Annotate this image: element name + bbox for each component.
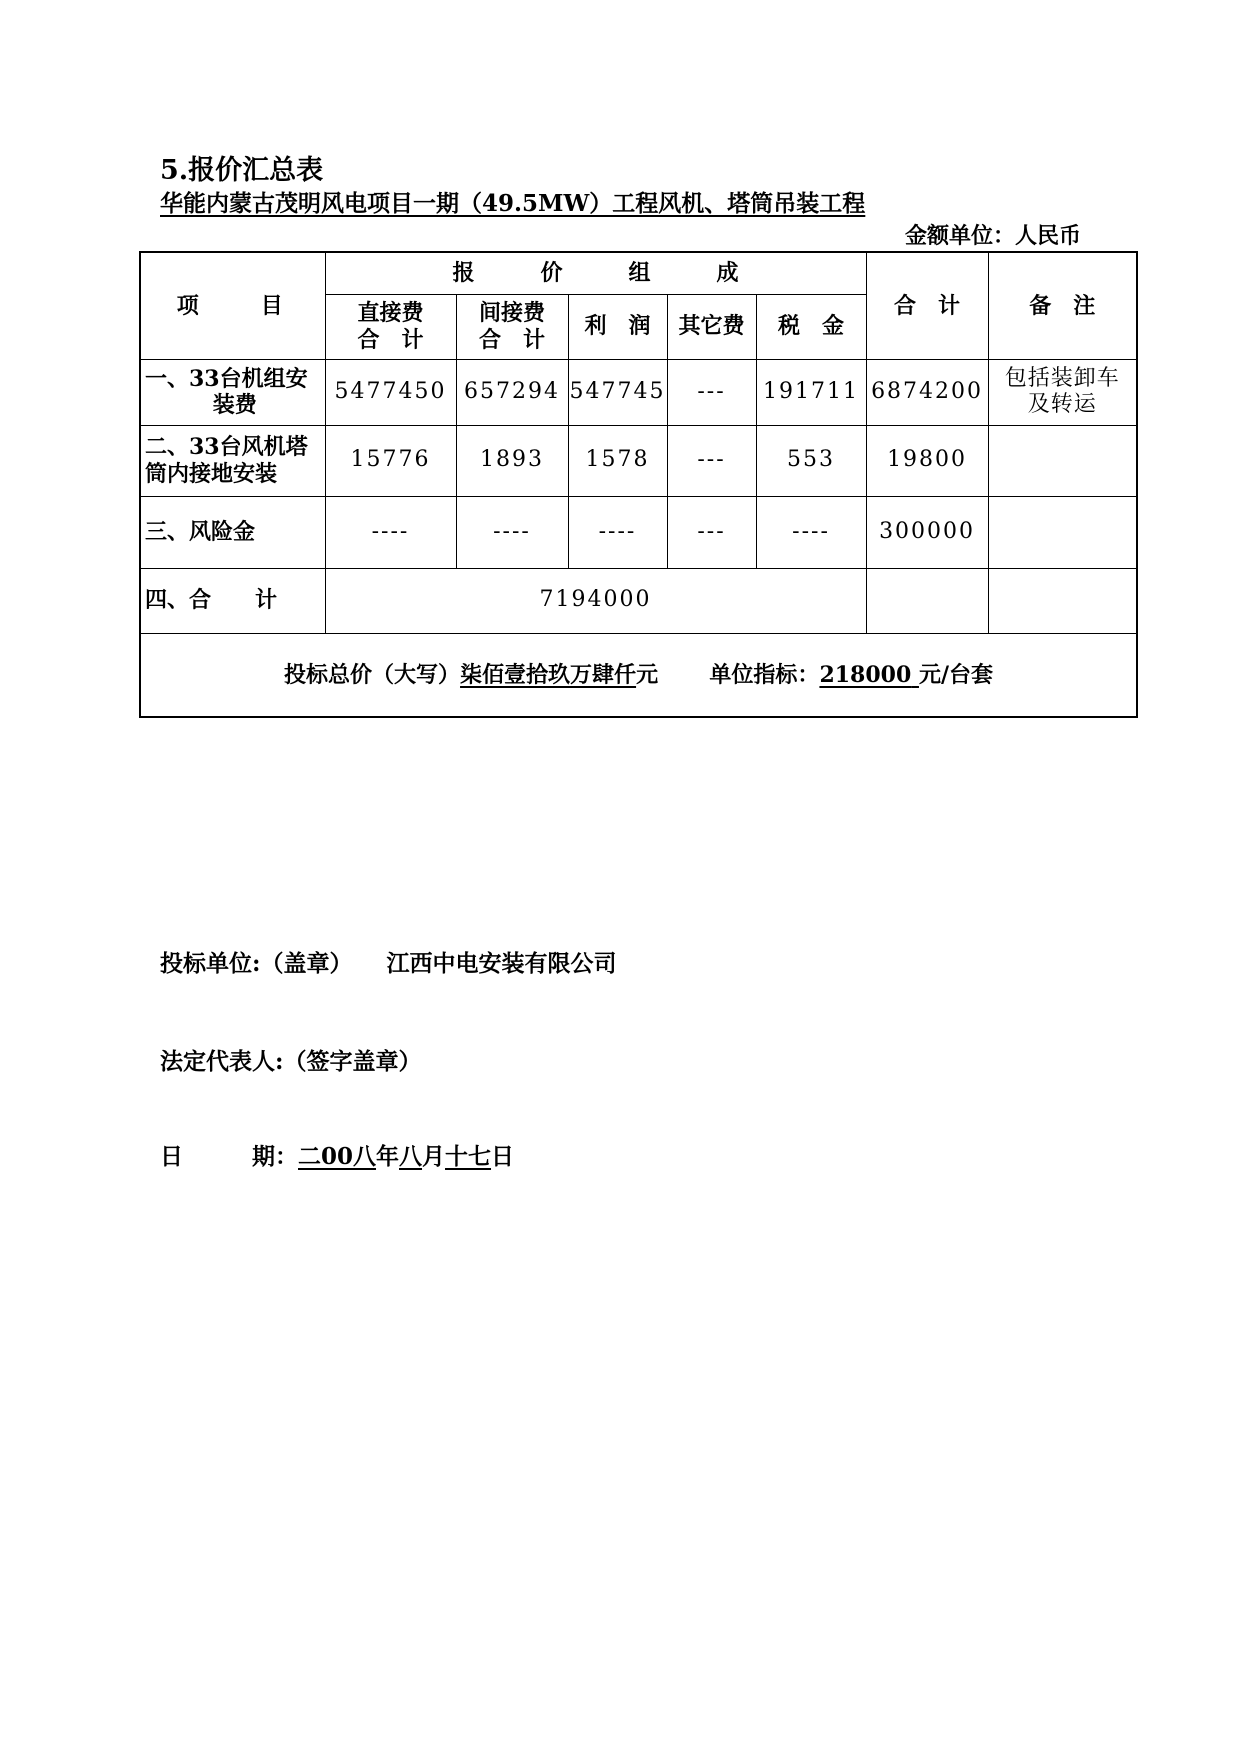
summary-row xyxy=(140,633,1137,717)
cell-other-fees: --- xyxy=(667,496,756,568)
cell-direct-cost: 5477450 xyxy=(325,359,456,425)
cell-tax: ---- xyxy=(756,496,866,568)
header-total: 合 计 xyxy=(866,252,988,359)
remark-line1: 包括装卸车 xyxy=(1004,365,1120,391)
row-item-line1: 二、33台风机塔 xyxy=(145,434,308,461)
header-indirect-cost xyxy=(456,294,568,359)
date-line xyxy=(160,1138,514,1171)
summary-prefix: 投标总价（大写） xyxy=(284,661,461,688)
cell-indirect-cost: 1893 xyxy=(456,425,568,496)
cell-direct-cost: ---- xyxy=(325,496,456,568)
header-profit: 利 润 xyxy=(568,294,667,359)
table-row xyxy=(140,496,1137,568)
summary-unit-label: 单位指标： xyxy=(709,661,820,688)
date-month-char: 月 xyxy=(422,1143,446,1170)
grand-total-remark-cell xyxy=(988,568,1137,633)
header-item: 项 目 xyxy=(140,252,325,359)
remark-line2: 及转运 xyxy=(1027,392,1097,417)
date-year-char: 年 xyxy=(376,1143,400,1170)
table-row xyxy=(140,359,1137,425)
cell-other-fees: --- xyxy=(667,425,756,496)
legal-rep-line: 法定代表人:（签字盖章） xyxy=(160,1048,422,1075)
cell-remark xyxy=(988,359,1137,425)
project-title: 华能内蒙古茂明风电项目一期（49.5MW）工程风机、塔筒吊装工程 xyxy=(160,190,866,217)
summary-amount-words: 柒佰壹拾玖万肆仟 xyxy=(460,661,637,688)
row-item-line2: 装费 xyxy=(212,392,257,418)
grand-total-value: 7194000 xyxy=(325,568,866,633)
cell-tax: 191711 xyxy=(756,359,866,425)
date-year: 二00八 xyxy=(298,1143,377,1170)
row-item xyxy=(140,359,325,425)
table-row xyxy=(140,425,1137,496)
summary-suffix: 元 xyxy=(636,661,659,688)
cell-remark xyxy=(988,496,1137,568)
cell-direct-cost: 15776 xyxy=(325,425,456,496)
date-label: 日 期： xyxy=(160,1143,298,1170)
row-item xyxy=(140,425,325,496)
grand-total-total-cell xyxy=(866,568,988,633)
cell-total: 6874200 xyxy=(866,359,988,425)
row-item-line1: 一、33台机组安 xyxy=(145,365,308,392)
header-other-fees: 其它费 xyxy=(667,294,756,359)
grand-total-label: 四、合 计 xyxy=(140,568,325,633)
header-direct-cost xyxy=(325,294,456,359)
header-indirect-cost-line1: 间接费 xyxy=(478,300,545,327)
cell-total: 19800 xyxy=(866,425,988,496)
cell-tax: 553 xyxy=(756,425,866,496)
cell-indirect-cost: ---- xyxy=(456,496,568,568)
header-direct-cost-line1: 直接费 xyxy=(357,300,424,327)
bid-summary xyxy=(140,633,1137,717)
bidder-line xyxy=(160,945,617,978)
date-month: 八 xyxy=(399,1143,423,1170)
date-day: 十七 xyxy=(445,1143,492,1170)
grand-total-row xyxy=(140,568,1137,633)
cell-total: 300000 xyxy=(866,496,988,568)
quote-summary-table xyxy=(139,251,1138,718)
currency-label: 金额单位：人民币 xyxy=(905,223,1082,249)
summary-unit-value: 218000 xyxy=(819,661,912,688)
cell-profit: 1578 xyxy=(568,425,667,496)
header-remark: 备 注 xyxy=(988,252,1137,359)
header-row-1 xyxy=(140,252,1137,294)
row-item-line2: 筒内接地安装 xyxy=(145,460,278,487)
cell-profit: ---- xyxy=(568,496,667,568)
cell-remark xyxy=(988,425,1137,496)
row-item: 三、风险金 xyxy=(140,496,325,568)
header-indirect-cost-line2: 合 计 xyxy=(478,326,545,353)
section-title: 5.报价汇总表 xyxy=(160,155,324,186)
header-direct-cost-line2: 合 计 xyxy=(357,326,424,353)
cell-indirect-cost: 657294 xyxy=(456,359,568,425)
header-price-composition: 报 价 组 成 xyxy=(325,252,866,294)
cell-other-fees: --- xyxy=(667,359,756,425)
summary-unit-suffix: 元/台套 xyxy=(918,661,994,688)
header-tax: 税 金 xyxy=(756,294,866,359)
cell-profit: 547745 xyxy=(568,359,667,425)
date-day-char: 日 xyxy=(491,1143,515,1170)
bidder-name: 江西中电安装有限公司 xyxy=(386,950,617,977)
bidder-label: 投标单位:（盖章） xyxy=(160,950,353,977)
